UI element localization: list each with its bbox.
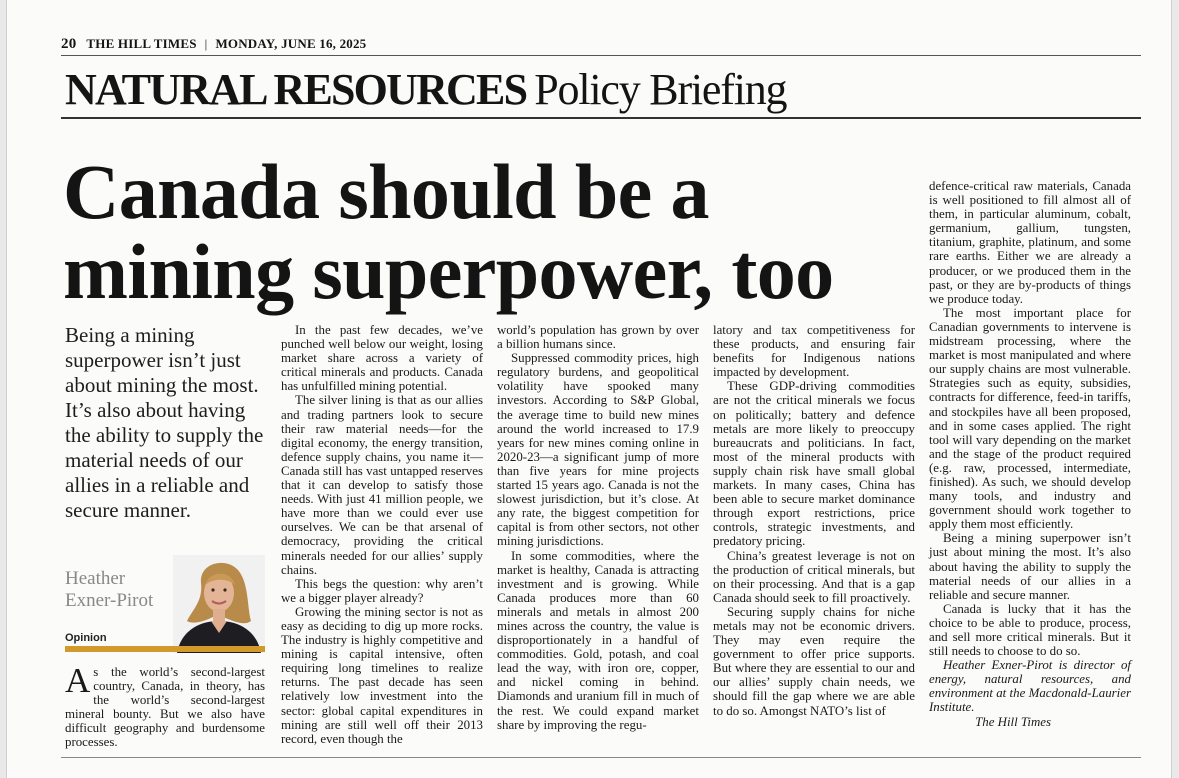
article-deck: Being a mining superpower isn’t just about mining the most. It’s also about having the ability to supply the material needs of our allies in a reliable and secure manner.	[65, 323, 264, 522]
article-paragraph: Being a mining superpower isn’t just about mining the most. It’s also about having the ability to supply the material needs of our allies in a reliable and secure manner.	[929, 531, 1131, 602]
publication-signoff: The Hill Times	[975, 714, 1051, 729]
article-paragraph	[65, 661, 265, 750]
article-paragraph: In the past few decades, we’ve punched well below our weight, losing market share across a variety of critical minerals and products. Canada has unfulfilled mining potential.	[281, 323, 483, 394]
article-paragraph: Suppressed commodity prices, high regulatory burdens, and geopolitical volatility have spooked many investors. According to S&P Global, the average time to build new mines around the world increased to 17.9 years for new mines coming online in 2020-23—a significant jump of more than five years for mine projects started 15 years ago. Canada is not the slowest jurisdiction, but it’s close. At any rate, the biggest competition for capital is from other sectors, not other mining jurisdictions.	[497, 351, 699, 549]
section-rule	[61, 117, 1141, 119]
header-separator: |	[204, 36, 208, 51]
author-first-name: Heather	[65, 568, 126, 589]
article-paragraph: The most important place for Canadian governments to intervene is midstream processing, where the market is most manipulated and where our supply chains are most vulnerable. Strategies such as equity, subsidies, contracts for difference, feed-in tariffs, and stockpiles have all been proposed, and in some cases applied. The right tool will vary depending on the market and the stage of the product required (e.g. raw, processed, intermediate, finished). As such, we should develop many tools, and industry and government should work together to apply them most efficiently.	[929, 305, 1131, 532]
drop-cap: A	[65, 661, 91, 700]
opinion-label: Opinion	[65, 632, 107, 644]
article-paragraph: latory and tax competitiveness for these products, and ensuring fair benefits for Indigenous nations impacted by development.	[713, 323, 915, 380]
article-paragraph: The silver lining is that as our allies and trading partners look to secure their raw material needs—for the digital economy, the energy transition, defence supply chains, you name it—Canada still has vast untapped reserves that it can develop to satisfy those needs. With just 41 million people, we have more than we could ever use ourselves. We can be that arsenal of democracy, providing the critical minerals needed for our allies’ supply chains.	[281, 393, 483, 577]
article-paragraph: Canada is lucky that it has the choice to be able to produce, process, and sell more critical minerals. But it still needs to choose to do so.	[929, 601, 1131, 659]
author-bio: Heather Exner-Pirot is director of energy, natural resources, and environment at the Macdonald-Laurier Institute.	[929, 658, 1131, 715]
article-paragraph: defence-critical raw materials, Canada is well positioned to fill almost all of them, in particular aluminum, cobalt, germanium, gallium, tungsten, titanium, graphite, platinum, and some rare earths. Either we are already a producer, or we produced them in the past, or they are by-products of things we produce today.	[929, 179, 1131, 306]
publication-date: MONDAY, JUNE 16, 2025	[215, 36, 367, 51]
opinion-accent-bar	[65, 646, 265, 652]
publication-name: THE HILL TIMES	[86, 36, 197, 51]
article-column-1	[65, 661, 265, 750]
headline	[63, 148, 913, 315]
article-column-2	[281, 323, 483, 746]
author-byline	[65, 568, 175, 612]
lede-text: s the world’s second-largest country, Canada, in theory, has the world’s second-largest mineral bounty. But we also have difficult geography and burdensome processes.	[65, 665, 265, 750]
author-portrait-image	[173, 555, 265, 653]
headline-line-2: mining superpower, too	[63, 228, 834, 315]
article-paragraph: This begs the question: why aren’t we a bigger player already?	[281, 576, 483, 605]
page-number: 20	[61, 36, 77, 52]
article-paragraph: China’s greatest leverage is not on the production of critical minerals, but on their processing. And that is a gap Canada should seek to fill proactively.	[713, 548, 915, 605]
article-paragraph: Securing supply chains for niche metals may not be economic drivers. They may even require the government to offer price supports. But where they are essential to our and our allies’ supply chain needs, we should fill the gap where we are able to do so. Amongst NATO’s list of	[713, 604, 915, 718]
article-paragraph: Growing the mining sector is not as easy as deciding to dig up more rocks. The industry is highly competitive and mining is capital intensive, often requiring long timelines to realize returns. The past decade has seen relatively low investment into the sector: global capital expenditures in mining are still well off their 2013 record, even though the	[281, 604, 483, 746]
footer-rule	[61, 757, 1141, 758]
section-title	[65, 64, 786, 116]
page-header	[61, 36, 366, 52]
article-column-3	[497, 323, 699, 732]
section-subtitle: Policy Briefing	[534, 65, 787, 114]
article-column-5	[929, 179, 1131, 729]
article-paragraph: These GDP-driving commodities are not the critical minerals we focus on politically; battery and defence metals are more likely to preoccupy bureaucrats and politicians. In fact, most of the mineral products with supply chain risk have small global markets. In many cases, China has been able to secure market dominance through export restrictions, price controls, strategic investments, and predatory pricing.	[713, 379, 915, 549]
article-column-4	[713, 323, 915, 718]
author-photo	[173, 555, 265, 653]
section-name: NATURAL RESOURCES	[65, 65, 527, 114]
article-paragraph: world’s population has grown by over a billion humans since.	[497, 323, 699, 352]
headline-line-1: Canada should be a	[63, 148, 709, 235]
newspaper-page	[6, 0, 1172, 778]
header-rule	[61, 55, 1141, 56]
article-paragraph: In some commodities, where the market is healthy, Canada is attracting investment and is growing. While Canada produces more than 60 minerals and metals in almost 200 mines across the country, the value is disproportionately in a handful of commodities. Gold, potash, and coal lead the way, with iron ore, copper, and nickel coming in behind. Diamonds and uranium fill in much of the rest. We could expand market share by improving the regu-	[497, 548, 699, 732]
author-last-name: Exner-Pirot	[65, 590, 154, 611]
